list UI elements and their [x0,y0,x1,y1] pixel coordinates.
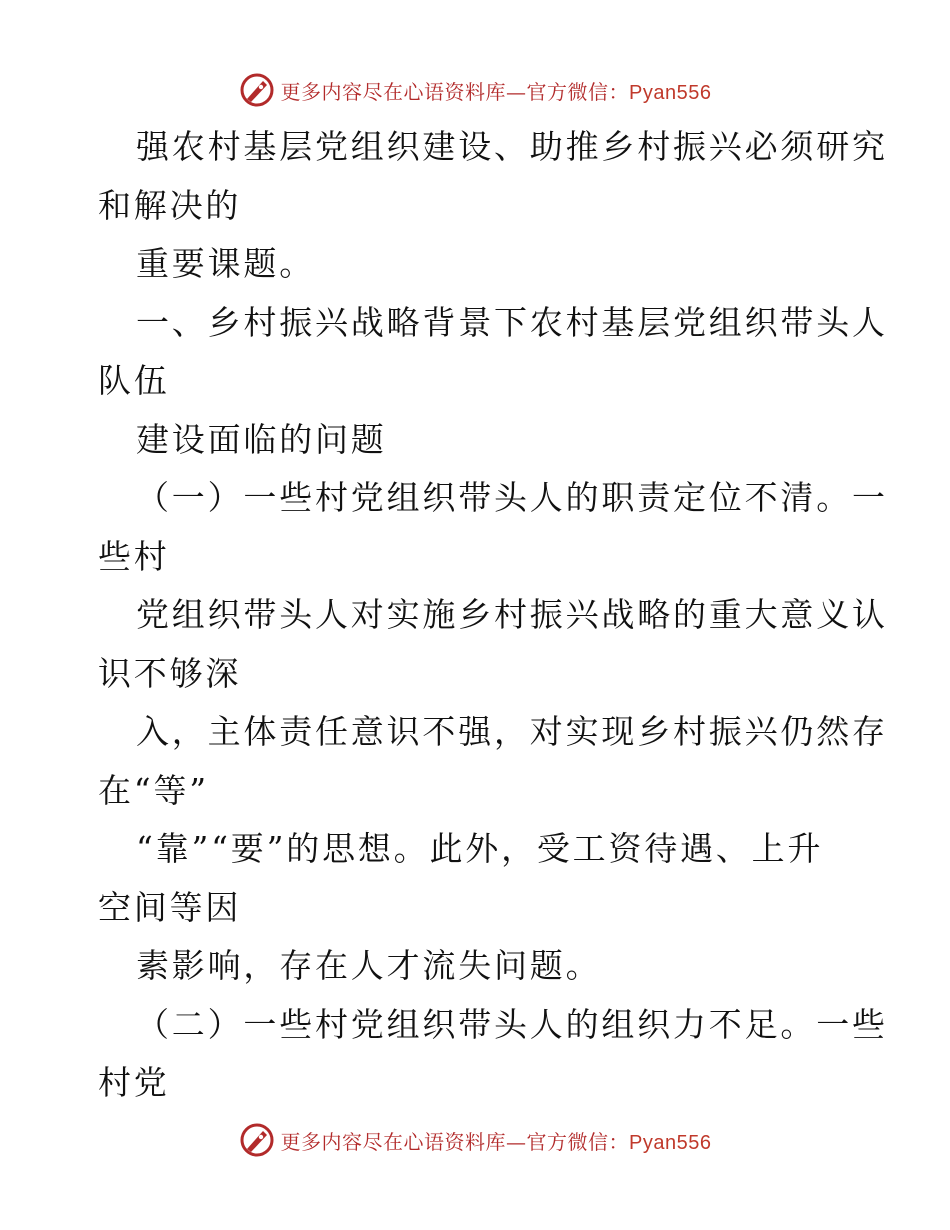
body-line: 党组织带头人对实施乡村振兴战略的重大意义认 [136,595,888,634]
pen-nib-logo-icon [239,1122,275,1158]
pen-nib-logo-icon [239,72,275,108]
footer-banner [0,1118,950,1162]
header-banner [0,68,950,112]
body-line: 强农村基层党组织建设、助推乡村振兴必须研究 [136,127,888,166]
document-body [98,118,888,1113]
footer-banner-label: 更多内容尽在心语资料库—官方微信： [280,1129,630,1154]
subsection-heading: （一）一些村党组织带头人的职责定位不清。一 [136,478,888,517]
footer-banner-text [281,1126,712,1155]
section-heading-continuation: 队伍 [98,361,170,400]
section-heading-continuation: 建设面临的问题 [136,419,387,459]
body-line: 入，主体责任意识不强，对实现乡村振兴仍然存 [136,712,888,751]
body-line: 空间等因 [98,887,242,927]
header-banner-text [281,76,712,105]
body-line: 识不够深 [98,653,242,693]
footer-wechat-id: Pyan556 [629,1131,712,1154]
body-line: 重要课题。 [136,244,315,283]
section-heading: 一、乡村振兴战略背景下农村基层党组织带头人 [136,302,888,342]
header-wechat-id: Pyan556 [629,81,712,104]
subsection-heading: （二）一些村党组织带头人的组织力不足。一些 [136,1004,888,1044]
body-line: 在“等” [98,770,209,810]
body-line: 些村 [98,536,170,576]
body-line: “靠”“要”的思想。此外，受工资待遇、上升 [136,829,824,868]
body-line: 村党 [98,1063,170,1102]
body-line: 和解决的 [98,185,242,225]
body-line: 素影响，存在人才流失问题。 [136,946,602,985]
header-banner-label: 更多内容尽在心语资料库—官方微信： [280,79,630,104]
